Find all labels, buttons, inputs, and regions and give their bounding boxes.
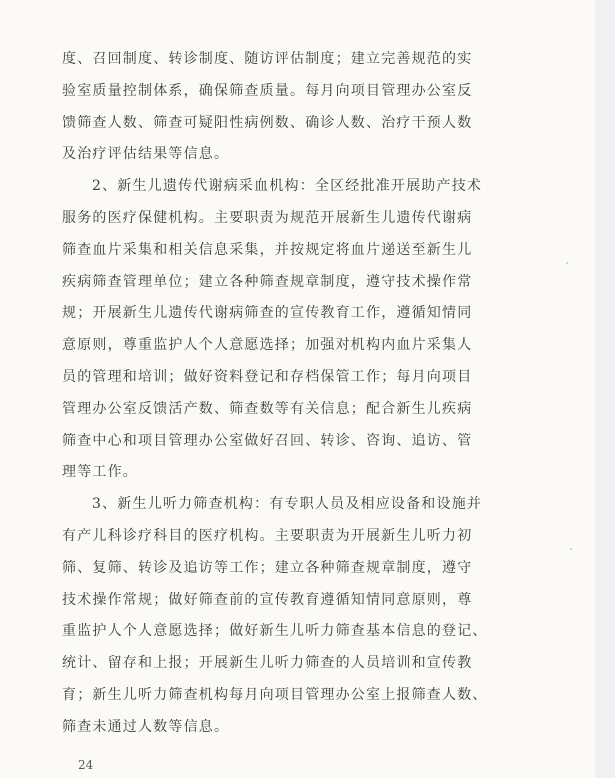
text-line: 服务的医疗保健机构。主要职责为规范开展新生儿遗传代谢病 bbox=[62, 209, 473, 226]
text-line: 筛查血片采集和相关信息采集，并按规定将血片递送至新生儿 bbox=[62, 241, 473, 258]
text-line: 3、新生儿听力筛查机构：有专职人员及相应设备和设施并 bbox=[92, 496, 483, 513]
text-line: 规；开展新生儿遗传代谢病筛查的宣传教育工作，遵循知情同 bbox=[62, 305, 473, 322]
text-line: 员的管理和培训；做好资料登记和存档保管工作；每月向项目 bbox=[62, 368, 473, 385]
text-line: 统计、留存和上报；开展新生儿听力筛查的人员培训和宣传教 bbox=[62, 655, 473, 672]
text-line: 管理办公室反馈活产数、筛查数等有关信息；配合新生儿疾病 bbox=[62, 400, 473, 417]
text-line: 馈筛查人数、筛查可疑阳性病例数、确诊人数、治疗干预人数 bbox=[62, 114, 473, 131]
document-body bbox=[62, 44, 530, 744]
text-line: 疾病筛查管理单位；建立各种筛查规章制度，遵守技术操作常 bbox=[62, 273, 473, 290]
text-line: 技术操作常规；做好筛查前的宣传教育遵循知情同意原则，尊 bbox=[62, 591, 473, 608]
text-line: 验室质量控制体系，确保筛查质量。每月向项目管理办公室反 bbox=[62, 82, 473, 99]
text-line: 及治疗评估结果等信息。 bbox=[62, 146, 230, 163]
text-line: 筛、复筛、转诊及追访等工作；建立各种筛查规章制度，遵守 bbox=[62, 559, 473, 576]
text-line: 度、召回制度、转诊制度、随访评估制度；建立完善规范的实 bbox=[62, 51, 473, 67]
text-line: 意原则，尊重监护人个人意愿选择；加强对机构内血片采集人 bbox=[62, 337, 473, 354]
scan-speck bbox=[566, 262, 568, 264]
scan-speck bbox=[570, 548, 572, 550]
text-line: 筛查未通过人数等信息。 bbox=[62, 718, 230, 735]
text-line: 有产儿科诊疗科目的医疗机构。主要职责为开展新生儿听力初 bbox=[62, 527, 473, 544]
text-line: 重监护人个人意愿选择；做好新生儿听力筛查基本信息的登记、 bbox=[62, 623, 488, 640]
page-number: 24 bbox=[78, 758, 94, 772]
viewer-margin bbox=[595, 0, 615, 778]
text-line: 育；新生儿听力筛查机构每月向项目管理办公室上报筛查人数、 bbox=[62, 686, 488, 703]
text-line: 理等工作。 bbox=[62, 464, 138, 481]
text-line: 2、新生儿遗传代谢病采血机构：全区经批准开展助产技术 bbox=[92, 178, 483, 195]
text-line: 筛查中心和项目管理办公室做好召回、转诊、咨询、追访、管 bbox=[62, 432, 473, 449]
